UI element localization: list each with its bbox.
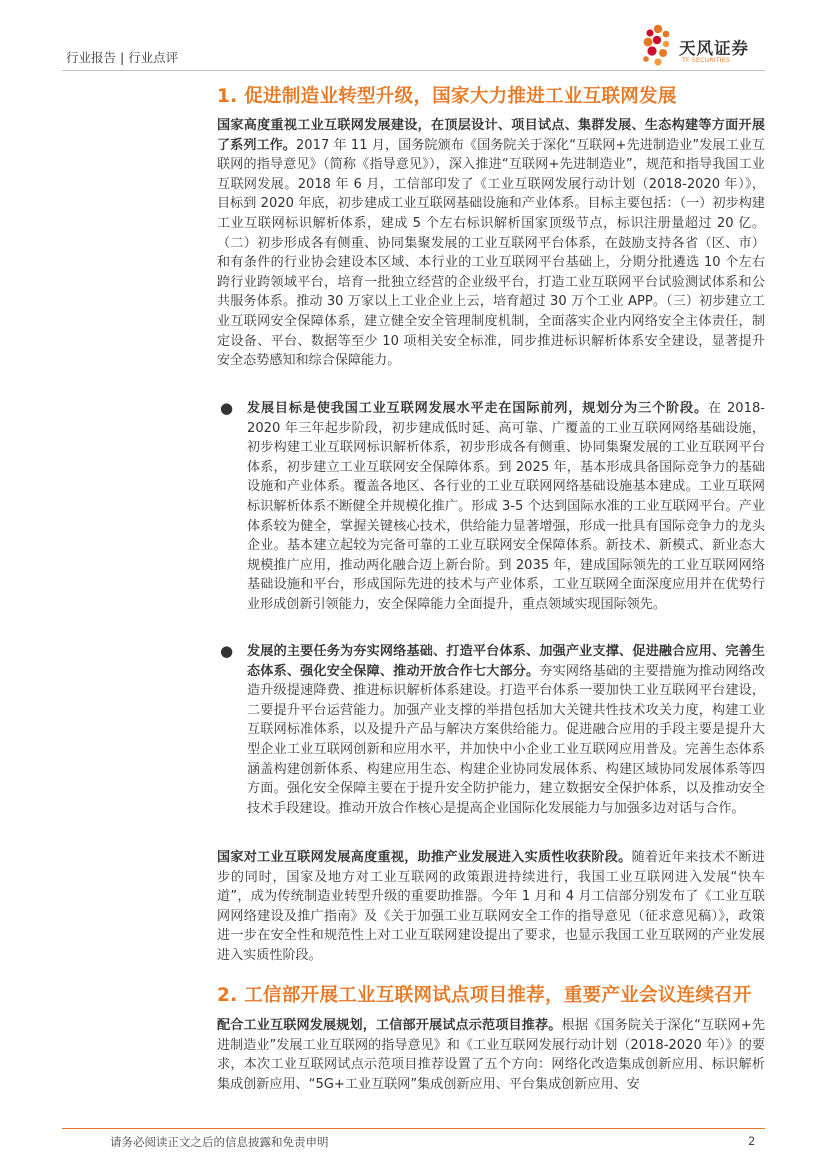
bullet-icon: ● [220, 642, 234, 660]
paragraph-lead: 配合工业互联网发展规划，工信部开展试点示范项目推荐。 [217, 1018, 562, 1033]
section-2-paragraph-1 [217, 1016, 765, 1094]
page-number: 2 [748, 1134, 756, 1148]
paragraph-lead: 国家高度重视工业互联网发展建设，在顶层设计、项目试点、集群发展、生态构建等方面开展了系列工作。 [217, 118, 765, 153]
paragraph-lead: 国家对工业互联网发展高度重视，助推产业发展进入实质性收获阶段。 [217, 850, 632, 865]
bullet-lead: 发展的主要任务为夯实网络基础、打造平台体系、加强产业支撑、促进融合应用、完善生态体系、强化安全保障、推动开放合作七大部分。 [247, 644, 765, 679]
section-2-title: 2. 工信部开展工业互联网试点项目推荐，重要产业会议连续召开 [217, 985, 752, 1006]
bullet-body: 夯实网络基础的主要措施为推动网络改造升级提速降费、推进标识解析体系建设。打造平台体系一要加快工业互联网平台建设，二要提升平台运营能力。加强产业支撑的举措包括加大关键共性技术攻关力度，构建工业互联网标准体系，以及提升产品与解决方案供给能力。促进融合应用的手段主要是提升大型企业工业互联网创新和应用水平，并加快中小企业工业互联网应用普及。完善生态体系涵盖构建创新体系、构建应用生态、构建企业协同发展体系、构建区域协同发展体系等四方面。强化安全保障主要在于提升安全防护能力，建立数据安全保护体系，以及推动安全技术手段建设。推动开放合作核心是提高企业国际化发展能力与加强多边对话与合作。 [247, 663, 766, 816]
bullet-icon: ● [220, 399, 234, 417]
logo-text-en: TF SECURITIES [682, 57, 731, 64]
logo-flower-icon [636, 20, 678, 70]
logo-text-cn: 天风证券 [679, 39, 749, 58]
paragraph-body: 根据《国务院关于深化“互联网+先进制造业”发展工业互联网的指导意见》和《工业互联网发展行动计划（2018-2020 年）》的要求，本次工业互联网试点示范项目推荐设置了五个方向：网络化改造集成创新应用、标识解析集成创新应用、“5G+工业互联网”集成创新应用、平台集成创新应用、安 [217, 1018, 766, 1092]
bullet-development-goals [247, 399, 765, 615]
section-1-paragraph-2 [217, 848, 765, 966]
paragraph-body: 2017 年 11 月，国务院颁布《国务院关于深化“互联网+先进制造业”发展工业互联网的指导意见》（简称《指导意见》），深入推进“互联网+先进制造业”，规范和指导我国工业互联网发展。2018 年 6 月，工信部印发了《工业互联网发展行动计划（2018-2020 年）》，目标到 2020 年底，初步建成工业互联网基础设施和产业体系。目标主要包括：（一）初步构建工业互联网标识解析体系，建成 5 个左右标识解析国家顶级节点，标识注册量超过 20 亿。（二）初步形成各有侧重、协同集聚发展的工业互联网平台体系，在鼓励支持各省（区、市）和有条件的行业协会建设本区域、本行业的工业互联网平台基础上，分期分批遴选 10 个左右跨行业跨领域平台，培育一批独立经营的企业级平台，打造工业互联网平台试验测试体系和公共服务体系。推动 30 万家以上工业企业上云，培育超过 30 万个工业 APP。（三）初步建立工业互联网安全保障体系，建立健全安全管理制度机制，全面落实企业内网络安全主体责任，制定设备、平台、数据等至少 10 项相关安全标准，同步推进标识解析体系安全建设，显著提升安全态势感知和综合保障能力。 [217, 137, 765, 369]
bullet-main-tasks [247, 642, 765, 818]
paragraph-body: 随着近年来技术不断进步的同时，国家及地方对工业互联网的政策跟进持续进行，我国工业互联网进入发展“快车道”，成为传统制造业转型升级的重要助推器。今年 1 月和 4 月工信部分别发布了《工业互联网网络建设及推广指南》及《关于加强工业互联网安全工作的指导意见（征求意见稿）》，政策进一步在安全性和规范性上对工业互联网建设提出了要求，也显示我国工业互联网的产业发展进入实质性阶段。 [217, 850, 766, 963]
header-divider [62, 70, 765, 71]
footer-divider [62, 1128, 765, 1129]
section-1-paragraph-1 [217, 116, 765, 371]
section-1-title: 1. 促进制造业转型升级，国家大力推进工业互联网发展 [217, 86, 677, 107]
bullet-body: 在 2018-2020 年三年起步阶段，初步建成低时延、高可靠、广覆盖的工业互联网网络基础设施，初步构建工业互联网标识解析体系，初步形成各有侧重、协同集聚发展的工业互联网平台体系，初步建立工业互联网安全保障体系。到 2025 年，基本形成具备国际竞争力的基础设施和产业体系。覆盖各地区、各行业的工业互联网网络基础设施基本建成。工业互联网标识解析体系不断健全并规模化推广。形成 3-5 个达到国际水准的工业互联网平台。产业体系较为健全，掌握关键核心技术，供给能力显著增强，形成一批具有国际竞争力的龙头企业。基本建立起较为完备可靠的工业互联网安全保障体系。新技术、新模式、新业态大规模推广应用，推动两化融合迈上新台阶。到 2035 年，建成国际领先的工业互联网网络基础设施和平台，形成国际先进的技术与产业体系，工业互联网全面深度应用并在优势行业形成创新引领能力，安全保障能力全面提升，重点领域实现国际领先。 [247, 401, 766, 612]
company-logo [636, 20, 776, 70]
footer-disclaimer: 请务必阅读正文之后的信息披露和免责申明 [110, 1135, 329, 1149]
bullet-lead: 发展目标是使我国工业互联网发展水平走在国际前列，规划分为三个阶段。 [247, 401, 708, 416]
report-type-label: 行业报告 | 行业点评 [66, 50, 179, 65]
